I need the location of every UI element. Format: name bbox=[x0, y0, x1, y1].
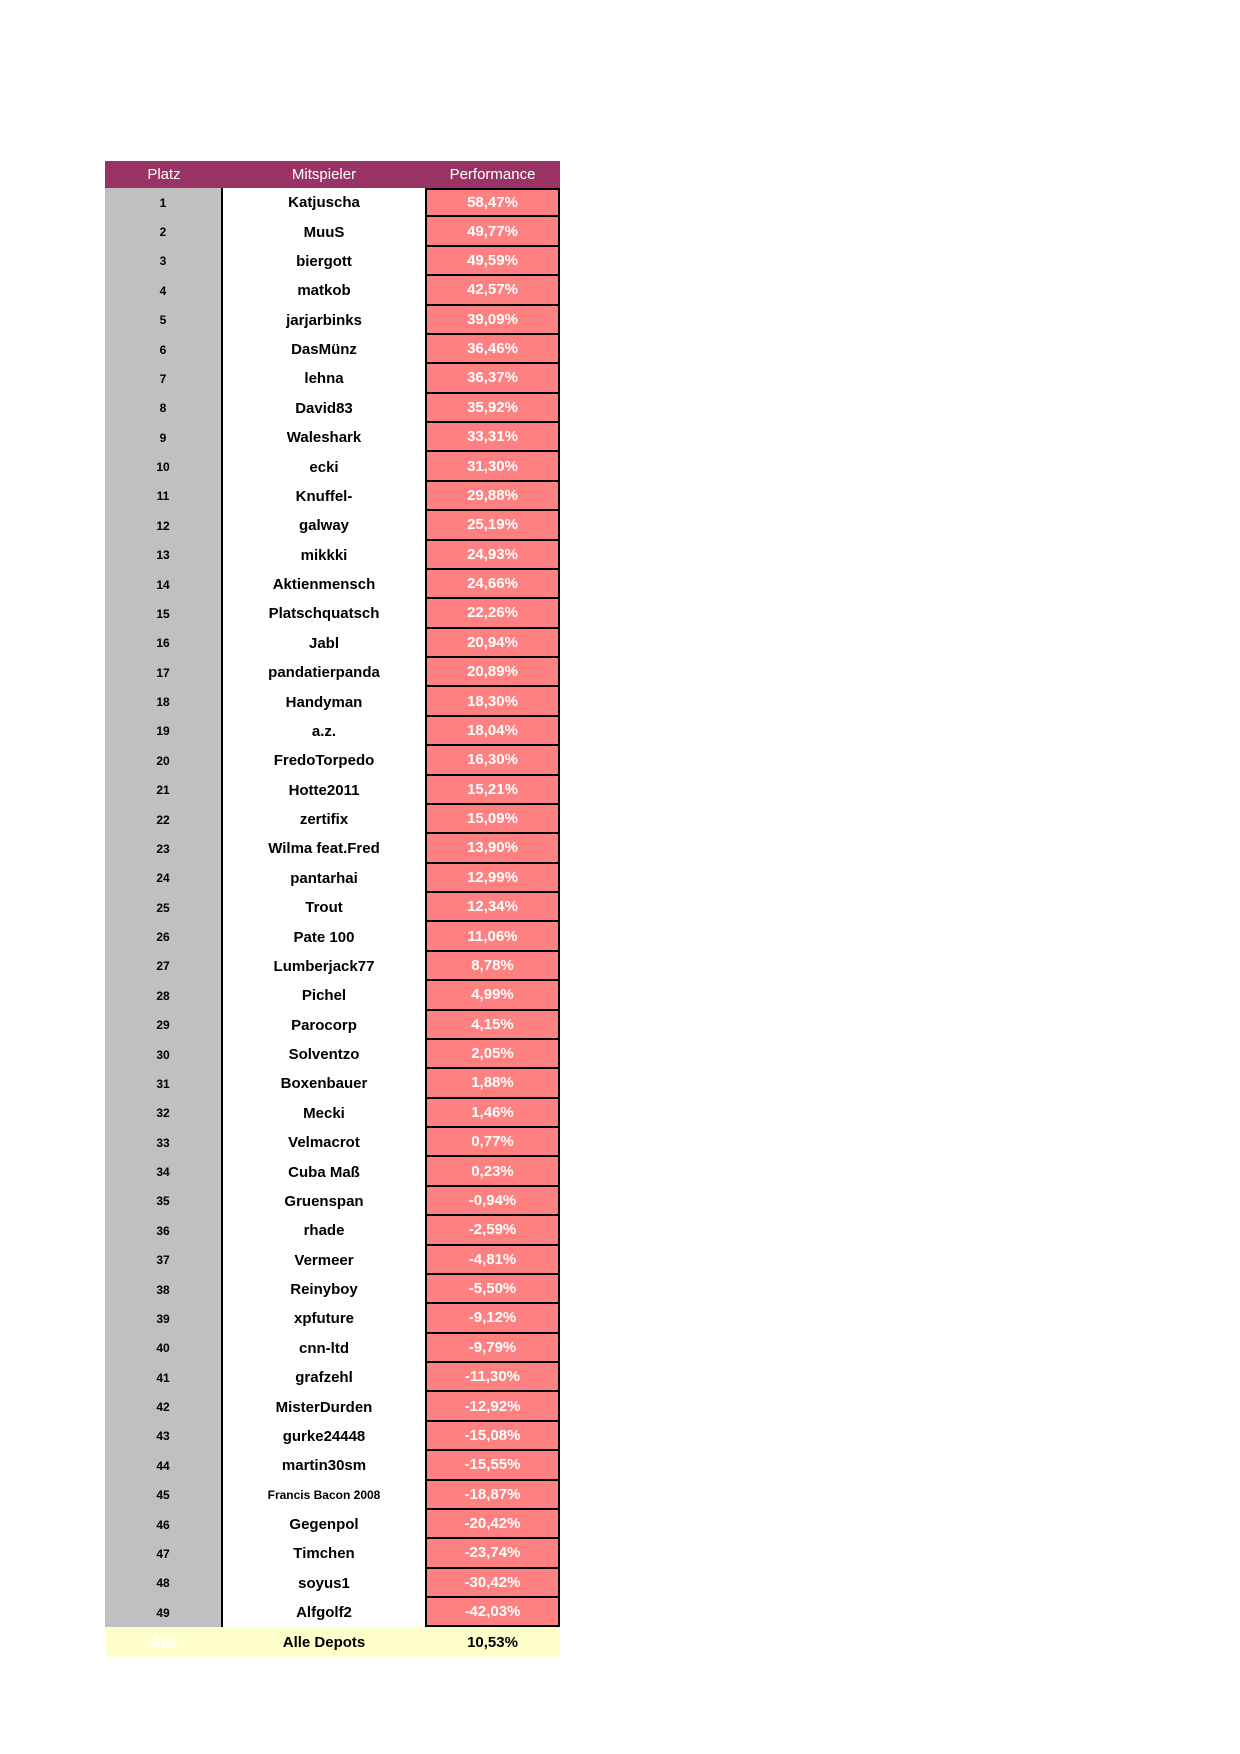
mitspieler-cell: Jabl bbox=[223, 629, 425, 658]
performance-cell: 4,99% bbox=[425, 981, 560, 1010]
performance-cell: 39,09% bbox=[425, 306, 560, 335]
platz-cell: 8 bbox=[105, 394, 223, 423]
platz-cell: 22 bbox=[105, 805, 223, 834]
mitspieler-cell: xpfuture bbox=[223, 1304, 425, 1333]
performance-cell: -5,50% bbox=[425, 1275, 560, 1304]
table-row bbox=[105, 981, 560, 1010]
table-row bbox=[105, 482, 560, 511]
table-row bbox=[105, 629, 560, 658]
mitspieler-cell: martin30sm bbox=[223, 1451, 425, 1480]
platz-cell: 29 bbox=[105, 1011, 223, 1040]
mitspieler-cell: Waleshark bbox=[223, 423, 425, 452]
platz-cell: 17 bbox=[105, 658, 223, 687]
performance-cell: 15,09% bbox=[425, 805, 560, 834]
performance-cell: 4,15% bbox=[425, 1011, 560, 1040]
platz-cell: 21 bbox=[105, 776, 223, 805]
platz-cell: 13 bbox=[105, 541, 223, 570]
platz-cell: 12 bbox=[105, 511, 223, 540]
table-row bbox=[105, 188, 560, 217]
mitspieler-cell: rhade bbox=[223, 1216, 425, 1245]
mitspieler-cell: gurke24448 bbox=[223, 1422, 425, 1451]
performance-cell: -0,94% bbox=[425, 1187, 560, 1216]
mitspieler-cell: ecki bbox=[223, 452, 425, 481]
table-row bbox=[105, 1128, 560, 1157]
mitspieler-cell: Gruenspan bbox=[223, 1187, 425, 1216]
table-row bbox=[105, 217, 560, 246]
performance-cell: 49,59% bbox=[425, 247, 560, 276]
mitspieler-cell: matkob bbox=[223, 276, 425, 305]
performance-cell: 16,30% bbox=[425, 746, 560, 775]
performance-cell: -9,79% bbox=[425, 1334, 560, 1363]
mitspieler-cell: Gegenpol bbox=[223, 1510, 425, 1539]
performance-cell: 58,47% bbox=[425, 188, 560, 217]
mitspieler-cell: Aktienmensch bbox=[223, 570, 425, 599]
platz-cell: 48 bbox=[105, 1569, 223, 1598]
mitspieler-cell: Katjuscha bbox=[223, 188, 425, 217]
table-row bbox=[105, 922, 560, 951]
table-row bbox=[105, 864, 560, 893]
platz-cell: 43 bbox=[105, 1422, 223, 1451]
performance-cell: -20,42% bbox=[425, 1510, 560, 1539]
platz-cell: 14 bbox=[105, 570, 223, 599]
performance-cell: 36,46% bbox=[425, 335, 560, 364]
table-row bbox=[105, 1598, 560, 1627]
platz-cell: 38 bbox=[105, 1275, 223, 1304]
mitspieler-cell: Mecki bbox=[223, 1099, 425, 1128]
table-row bbox=[105, 1510, 560, 1539]
mitspieler-cell: Trout bbox=[223, 893, 425, 922]
mitspieler-cell: Cuba Maß bbox=[223, 1157, 425, 1186]
performance-cell: 12,99% bbox=[425, 864, 560, 893]
table-row bbox=[105, 1422, 560, 1451]
performance-cell: 35,92% bbox=[425, 394, 560, 423]
table-row bbox=[105, 511, 560, 540]
table-row bbox=[105, 717, 560, 746]
mitspieler-cell: jarjarbinks bbox=[223, 306, 425, 335]
platz-cell: 36 bbox=[105, 1216, 223, 1245]
platz-cell: 24 bbox=[105, 864, 223, 893]
platz-cell: 15 bbox=[105, 599, 223, 628]
performance-cell: -9,12% bbox=[425, 1304, 560, 1333]
mitspieler-cell: Platschquatsch bbox=[223, 599, 425, 628]
mitspieler-cell: Hotte2011 bbox=[223, 776, 425, 805]
table-row bbox=[105, 541, 560, 570]
mitspieler-cell: FredoTorpedo bbox=[223, 746, 425, 775]
performance-cell: -42,03% bbox=[425, 1598, 560, 1627]
table-row bbox=[105, 1275, 560, 1304]
footer-mitspieler-cell: Alle Depots bbox=[282, 1633, 366, 1651]
table-row bbox=[105, 893, 560, 922]
performance-cell: 1,88% bbox=[425, 1069, 560, 1098]
platz-cell: 5 bbox=[105, 306, 223, 335]
table-row bbox=[105, 276, 560, 305]
platz-cell: 44 bbox=[105, 1451, 223, 1480]
performance-cell: 20,94% bbox=[425, 629, 560, 658]
platz-cell: 45 bbox=[105, 1481, 223, 1510]
platz-cell: 26 bbox=[105, 922, 223, 951]
platz-cell: 33 bbox=[105, 1128, 223, 1157]
mitspieler-cell: a.z. bbox=[223, 717, 425, 746]
platz-cell: 6 bbox=[105, 335, 223, 364]
platz-cell: 40 bbox=[105, 1334, 223, 1363]
performance-cell: 49,77% bbox=[425, 217, 560, 246]
table-row bbox=[105, 1334, 560, 1363]
performance-cell: 42,57% bbox=[425, 276, 560, 305]
table-row bbox=[105, 1569, 560, 1598]
table-row bbox=[105, 805, 560, 834]
mitspieler-cell: Handyman bbox=[223, 687, 425, 716]
table-row bbox=[105, 247, 560, 276]
table-row bbox=[105, 952, 560, 981]
table-row bbox=[105, 776, 560, 805]
platz-cell: 19 bbox=[105, 717, 223, 746]
table-row bbox=[105, 1157, 560, 1186]
performance-cell: -15,55% bbox=[425, 1451, 560, 1480]
platz-cell: 32 bbox=[105, 1099, 223, 1128]
column-header-performance: Performance bbox=[449, 166, 536, 183]
table-row bbox=[105, 746, 560, 775]
platz-cell: 20 bbox=[105, 746, 223, 775]
performance-cell: 1,46% bbox=[425, 1099, 560, 1128]
mitspieler-cell: Parocorp bbox=[223, 1011, 425, 1040]
mitspieler-cell: Pate 100 bbox=[223, 922, 425, 951]
performance-cell: 12,34% bbox=[425, 893, 560, 922]
platz-cell: 28 bbox=[105, 981, 223, 1010]
column-header-mitspieler: Mitspieler bbox=[291, 166, 357, 183]
performance-cell: 2,05% bbox=[425, 1040, 560, 1069]
platz-cell: 10 bbox=[105, 452, 223, 481]
mitspieler-cell: Knuffel- bbox=[223, 482, 425, 511]
platz-cell: 3 bbox=[105, 247, 223, 276]
footer-platz-cell: Alle bbox=[150, 1633, 178, 1651]
performance-cell: 0,77% bbox=[425, 1128, 560, 1157]
table-row bbox=[105, 1011, 560, 1040]
mitspieler-cell: MisterDurden bbox=[223, 1392, 425, 1421]
mitspieler-cell: Vermeer bbox=[223, 1246, 425, 1275]
platz-cell: 18 bbox=[105, 687, 223, 716]
mitspieler-cell: soyus1 bbox=[223, 1569, 425, 1598]
table-row bbox=[105, 570, 560, 599]
performance-cell: 36,37% bbox=[425, 364, 560, 393]
performance-cell: 31,30% bbox=[425, 452, 560, 481]
performance-cell: 18,30% bbox=[425, 687, 560, 716]
platz-cell: 23 bbox=[105, 834, 223, 863]
platz-cell: 35 bbox=[105, 1187, 223, 1216]
table-row bbox=[105, 306, 560, 335]
mitspieler-cell: pantarhai bbox=[223, 864, 425, 893]
table-row bbox=[105, 1069, 560, 1098]
performance-cell: -12,92% bbox=[425, 1392, 560, 1421]
platz-cell: 30 bbox=[105, 1040, 223, 1069]
performance-cell: 29,88% bbox=[425, 482, 560, 511]
ranking-table bbox=[105, 161, 560, 1657]
platz-cell: 37 bbox=[105, 1246, 223, 1275]
performance-cell: -18,87% bbox=[425, 1481, 560, 1510]
table-footer-row bbox=[105, 1627, 560, 1657]
platz-cell: 34 bbox=[105, 1157, 223, 1186]
platz-cell: 27 bbox=[105, 952, 223, 981]
performance-cell: -23,74% bbox=[425, 1539, 560, 1568]
mitspieler-cell: Alfgolf2 bbox=[223, 1598, 425, 1627]
platz-cell: 42 bbox=[105, 1392, 223, 1421]
table-row bbox=[105, 1481, 560, 1510]
performance-cell: 20,89% bbox=[425, 658, 560, 687]
mitspieler-cell: Velmacrot bbox=[223, 1128, 425, 1157]
performance-cell: 11,06% bbox=[425, 922, 560, 951]
mitspieler-cell: biergott bbox=[223, 247, 425, 276]
table-row bbox=[105, 1246, 560, 1275]
table-row bbox=[105, 599, 560, 628]
platz-cell: 41 bbox=[105, 1363, 223, 1392]
mitspieler-cell: mikkki bbox=[223, 541, 425, 570]
mitspieler-cell: lehna bbox=[223, 364, 425, 393]
platz-cell: 25 bbox=[105, 893, 223, 922]
table-row bbox=[105, 1187, 560, 1216]
table-row bbox=[105, 1099, 560, 1128]
performance-cell: -30,42% bbox=[425, 1569, 560, 1598]
platz-cell: 16 bbox=[105, 629, 223, 658]
table-row bbox=[105, 1539, 560, 1568]
performance-cell: 25,19% bbox=[425, 511, 560, 540]
mitspieler-cell: galway bbox=[223, 511, 425, 540]
mitspieler-cell: David83 bbox=[223, 394, 425, 423]
performance-cell: 22,26% bbox=[425, 599, 560, 628]
table-row bbox=[105, 335, 560, 364]
table-row bbox=[105, 658, 560, 687]
table-row bbox=[105, 452, 560, 481]
performance-cell: -11,30% bbox=[425, 1363, 560, 1392]
mitspieler-cell: zertifix bbox=[223, 805, 425, 834]
mitspieler-cell: DasMünz bbox=[223, 335, 425, 364]
mitspieler-cell: pandatierpanda bbox=[223, 658, 425, 687]
table-row bbox=[105, 423, 560, 452]
performance-cell: 8,78% bbox=[425, 952, 560, 981]
platz-cell: 9 bbox=[105, 423, 223, 452]
platz-cell: 46 bbox=[105, 1510, 223, 1539]
table-row bbox=[105, 1216, 560, 1245]
performance-cell: 15,21% bbox=[425, 776, 560, 805]
platz-cell: 1 bbox=[105, 188, 223, 217]
table-row bbox=[105, 1363, 560, 1392]
table-row bbox=[105, 1392, 560, 1421]
mitspieler-cell: Timchen bbox=[223, 1539, 425, 1568]
platz-cell: 39 bbox=[105, 1304, 223, 1333]
mitspieler-cell: cnn-ltd bbox=[223, 1334, 425, 1363]
table-row bbox=[105, 394, 560, 423]
mitspieler-cell: MuuS bbox=[223, 217, 425, 246]
platz-cell: 47 bbox=[105, 1539, 223, 1568]
mitspieler-cell: grafzehl bbox=[223, 1363, 425, 1392]
performance-cell: 24,93% bbox=[425, 541, 560, 570]
platz-cell: 4 bbox=[105, 276, 223, 305]
platz-cell: 2 bbox=[105, 217, 223, 246]
performance-cell: 0,23% bbox=[425, 1157, 560, 1186]
table-row bbox=[105, 687, 560, 716]
footer-performance-cell: 10,53% bbox=[467, 1633, 518, 1651]
mitspieler-cell: Pichel bbox=[223, 981, 425, 1010]
performance-cell: -15,08% bbox=[425, 1422, 560, 1451]
mitspieler-cell: Solventzo bbox=[223, 1040, 425, 1069]
table-row bbox=[105, 1040, 560, 1069]
mitspieler-cell: Wilma feat.Fred bbox=[223, 834, 425, 863]
table-body bbox=[105, 188, 560, 1627]
table-row bbox=[105, 1304, 560, 1333]
performance-cell: -4,81% bbox=[425, 1246, 560, 1275]
table-header-row bbox=[105, 161, 560, 188]
platz-cell: 31 bbox=[105, 1069, 223, 1098]
platz-cell: 49 bbox=[105, 1598, 223, 1627]
performance-cell: 33,31% bbox=[425, 423, 560, 452]
platz-cell: 7 bbox=[105, 364, 223, 393]
mitspieler-cell: Lumberjack77 bbox=[223, 952, 425, 981]
mitspieler-cell: Reinyboy bbox=[223, 1275, 425, 1304]
performance-cell: -2,59% bbox=[425, 1216, 560, 1245]
table-row bbox=[105, 834, 560, 863]
platz-cell: 11 bbox=[105, 482, 223, 511]
table-row bbox=[105, 364, 560, 393]
mitspieler-cell: Francis Bacon 2008 bbox=[223, 1481, 425, 1510]
performance-cell: 18,04% bbox=[425, 717, 560, 746]
performance-cell: 24,66% bbox=[425, 570, 560, 599]
column-header-platz: Platz bbox=[147, 166, 181, 183]
performance-cell: 13,90% bbox=[425, 834, 560, 863]
table-row bbox=[105, 1451, 560, 1480]
mitspieler-cell: Boxenbauer bbox=[223, 1069, 425, 1098]
